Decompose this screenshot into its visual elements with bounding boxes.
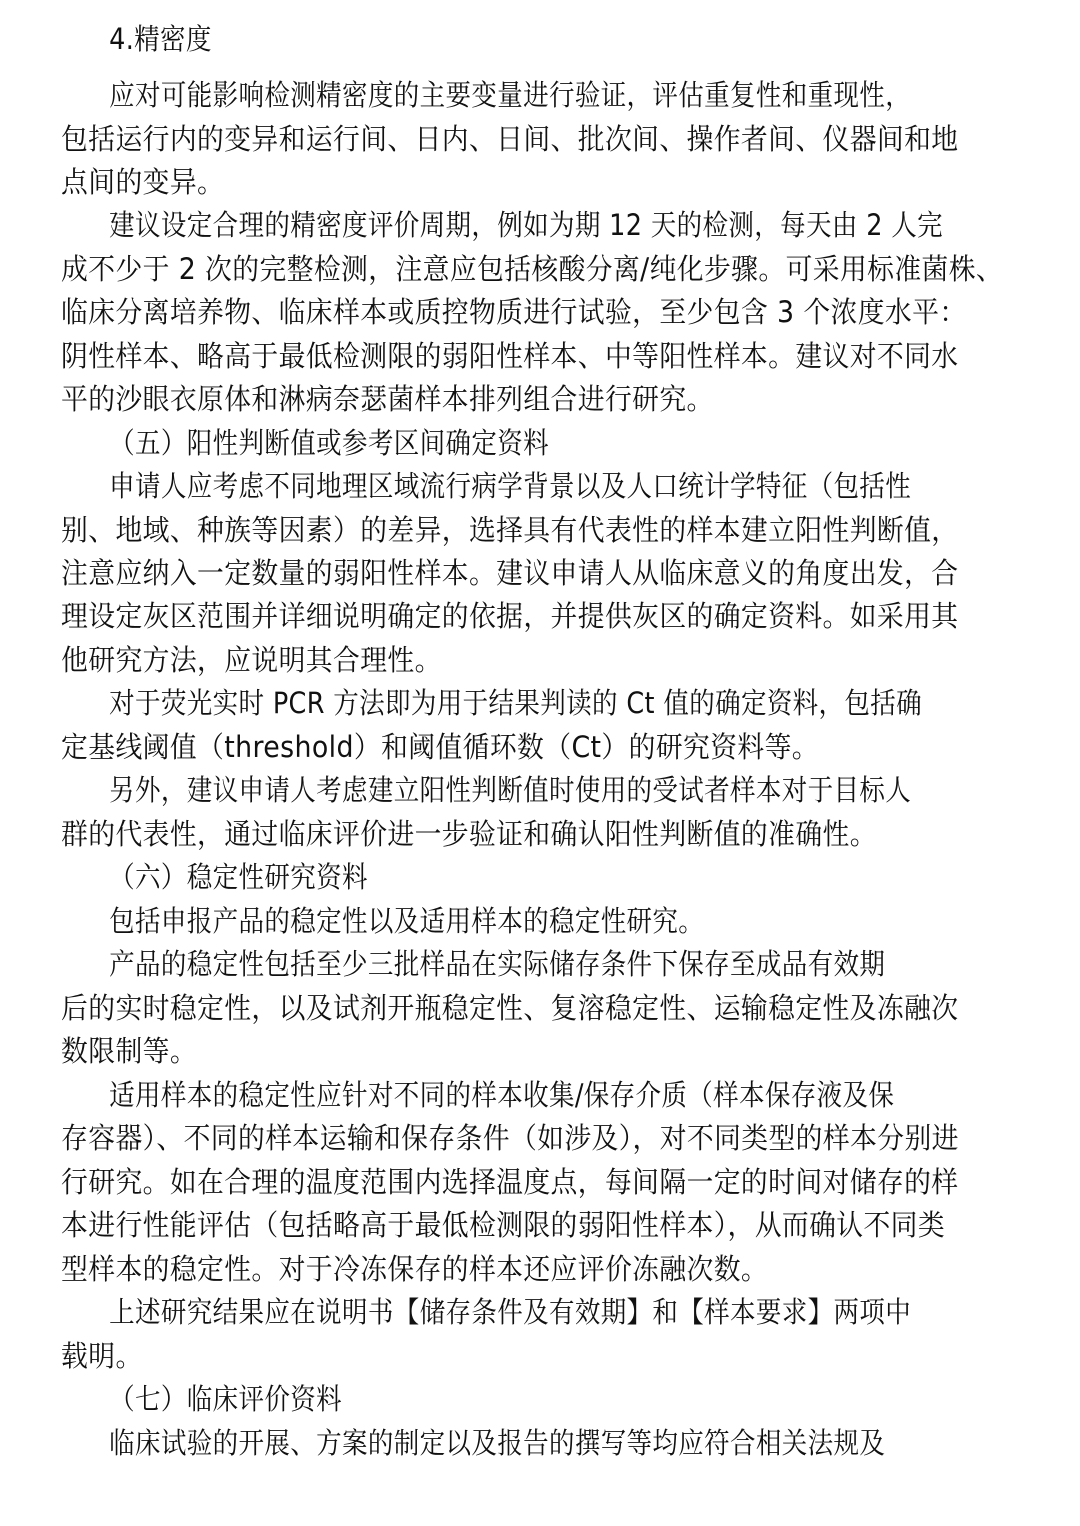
paragraph-line: 定基线阈值（threshold）和阈值循环数（Ct）的研究资料等。 (61, 730, 820, 764)
paragraph-line: 申请人应考虑不同地理区域流行病学背景以及人口统计学特征（包括性 (109, 469, 912, 503)
paragraph-line: 存容器）、不同的样本运输和保存条件（如涉及），对不同类型的样本分别进 (61, 1121, 959, 1155)
paragraph-line: 别、地域、种族等因素）的差异，选择具有代表性的样本建立阳性判断值， (61, 513, 959, 547)
paragraph-line: 包括申报产品的稳定性以及适用样本的稳定性研究。 (109, 904, 705, 938)
paragraph-line: 对于荧光实时 PCR 方法即为用于结果判读的 Ct 值的确定资料，包括确 (109, 686, 923, 720)
paragraph-line: 他研究方法，应说明其合理性。 (61, 643, 442, 677)
paragraph-line: 临床分离培养物、临床样本或质控物质进行试验，至少包含 3 个浓度水平： (61, 295, 967, 329)
paragraph-line: 包括运行内的变异和运行间、日内、日间、批次间、操作者间、仪器间和地 (61, 122, 959, 156)
paragraph-line: 本进行性能评估（包括略高于最低检测限的弱阳性样本），从而确认不同类 (61, 1208, 946, 1242)
paragraph-line: 理设定灰区范围并详细说明确定的依据，并提供灰区的确定资料。如采用其 (61, 599, 959, 633)
paragraph-line: 型样本的稳定性。对于冷冻保存的样本还应评价冻融次数。 (61, 1252, 769, 1286)
paragraph-line: 上述研究结果应在说明书【储存条件及有效期】和【样本要求】两项中 (109, 1295, 912, 1329)
paragraph-line: 行研究。如在合理的温度范围内选择温度点，每间隔一定的时间对储存的样 (61, 1165, 959, 1199)
section-heading-stability: （六）稳定性研究资料 (109, 860, 368, 894)
section-heading-precision: 4.精密度 (109, 22, 212, 56)
paragraph-line: 适用样本的稳定性应针对不同的样本收集/保存介质（样本保存液及保 (109, 1078, 895, 1112)
paragraph-line: 后的实时稳定性，以及试剂开瓶稳定性、复溶稳定性、运输稳定性及冻融次 (61, 991, 959, 1025)
paragraph-line: 注意应纳入一定数量的弱阳性样本。建议申请人从临床意义的角度出发，合 (61, 556, 959, 590)
section-heading-cutoff: （五）阳性判断值或参考区间确定资料 (109, 426, 549, 460)
paragraph-line: 成不少于 2 次的完整检测，注意应包括核酸分离/纯化步骤。可采用标准菌株、 (61, 252, 1004, 286)
paragraph-line: 数限制等。 (61, 1034, 198, 1068)
paragraph-line: 载明。 (61, 1339, 143, 1373)
paragraph-line: 群的代表性，通过临床评价进一步验证和确认阳性判断值的准确性。 (61, 817, 877, 851)
paragraph-line: 临床试验的开展、方案的制定以及报告的撰写等均应符合相关法规及 (109, 1426, 886, 1460)
paragraph-line: 另外，建议申请人考虑建立阳性判断值时使用的受试者样本对于目标人 (109, 773, 912, 807)
paragraph-line: 建议设定合理的精密度评价周期，例如为期 12 天的检测，每天由 2 人完 (109, 208, 944, 242)
paragraph-line: 阴性样本、略高于最低检测限的弱阳性样本、中等阳性样本。建议对不同水 (61, 339, 959, 373)
paragraph-line: 应对可能影响检测精密度的主要变量进行验证，评估重复性和重现性， (109, 78, 912, 112)
paragraph-line: 点间的变异。 (61, 165, 225, 199)
paragraph-line: 平的沙眼衣原体和淋病奈瑟菌样本排列组合进行研究。 (61, 382, 714, 416)
section-heading-clinical: （七）临床评价资料 (109, 1382, 342, 1416)
paragraph-line: 产品的稳定性包括至少三批样品在实际储存条件下保存至成品有效期 (109, 947, 886, 981)
